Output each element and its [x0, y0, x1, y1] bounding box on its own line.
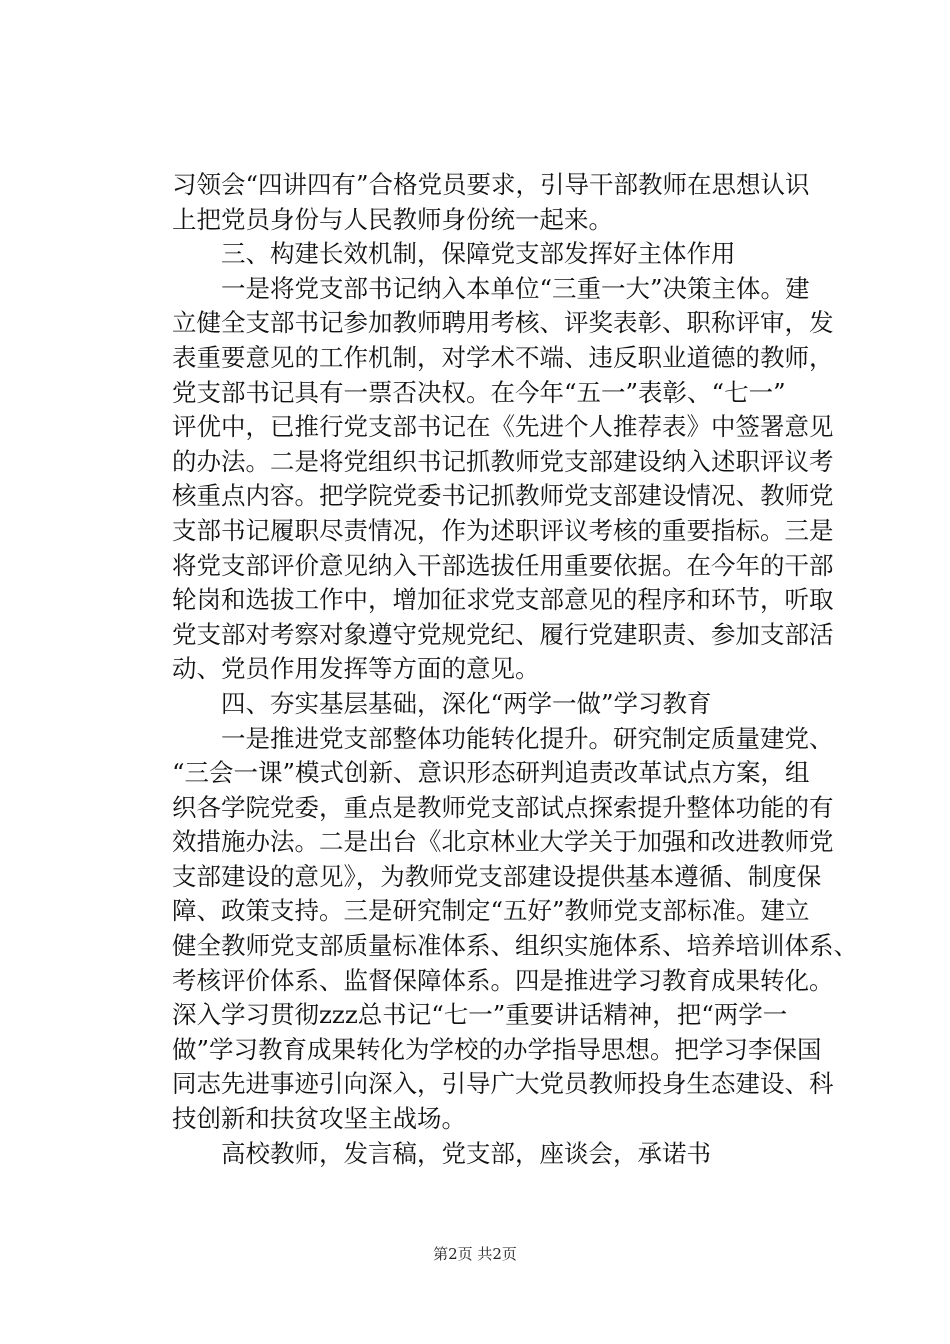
text-line: 上把党员身份与人民教师身份统一起来。 — [172, 204, 613, 234]
text-line: 效措施办法。二是出台《北京林业大学关于加强和改进教师党 — [172, 827, 834, 857]
text-line: 评优中，已推行党支部书记在《先进个人推荐表》中签署意见 — [172, 412, 834, 442]
page-footer: 第2页 共2页 — [433, 1245, 517, 1263]
text-line: 三、构建长效机制，保障党支部发挥好主体作用 — [221, 239, 736, 269]
text-line: 同志先进事迹引向深入，引导广大党员教师投身生态建设、科 — [172, 1069, 834, 1099]
text-line: 党支部书记具有一票否决权。在今年“五一”表彰、“七一” — [172, 377, 786, 407]
text-line: 一是推进党支部整体功能转化提升。研究制定质量建党、 — [221, 723, 834, 753]
text-line: 织各学院党委，重点是教师党支部试点探索提升整体功能的有 — [172, 792, 834, 822]
text-line: 障、政策支持。三是研究制定“五好”教师党支部标准。建立 — [172, 896, 810, 926]
text-line: 考核评价体系、监督保障体系。四是推进学习教育成果转化。 — [172, 965, 834, 995]
text-line: 党支部对考察对象遵守党规党纪、履行党建职责、参加支部活 — [172, 619, 834, 649]
text-line: 健全教师党支部质量标准体系、组织实施体系、培养培训体系、 — [172, 931, 858, 961]
text-line: 支部建设的意见》，为教师党支部建设提供基本遵循、制度保 — [172, 861, 822, 891]
text-line: 做”学习教育成果转化为学校的办学指导思想。把学习李保国 — [172, 1034, 822, 1064]
text-line: 的办法。二是将党组织书记抓教师党支部建设纳入述职评议考 — [172, 446, 834, 476]
text-line: 技创新和扶贫攻坚主战场。 — [172, 1104, 466, 1134]
text-line: 深入学习贯彻zzz总书记“七一”重要讲话精神，把“两学一 — [172, 1000, 788, 1030]
text-line: 将党支部评价意见纳入干部选拔任用重要依据。在今年的干部 — [172, 550, 834, 580]
text-line: 动、党员作用发挥等方面的意见。 — [172, 654, 540, 684]
text-line: 四、夯实基层基础，深化“两学一做”学习教育 — [221, 688, 712, 718]
text-line: 一是将党支部书记纳入本单位“三重一大”决策主体。建 — [221, 273, 810, 303]
text-line: 立健全支部书记参加教师聘用考核、评奖表彰、职称评审，发 — [172, 308, 834, 338]
text-line: 轮岗和选拔工作中，增加征求党支部意见的程序和环节，听取 — [172, 585, 834, 615]
text-line: 高校教师，发言稿，党支部，座谈会，承诺书 — [221, 1138, 711, 1168]
text-line: 支部书记履职尽责情况，作为述职评议考核的重要指标。三是 — [172, 515, 834, 545]
text-line: 表重要意见的工作机制，对学术不端、违反职业道德的教师， — [172, 342, 834, 372]
text-line: “三会一课”模式创新、意识形态研判追责改革试点方案，组 — [172, 758, 810, 788]
document-body — [172, 168, 858, 1171]
text-line: 核重点内容。把学院党委书记抓教师党支部建设情况、教师党 — [172, 481, 834, 511]
text-line: 习领会“四讲四有”合格党员要求，引导干部教师在思想认识 — [172, 170, 810, 199]
